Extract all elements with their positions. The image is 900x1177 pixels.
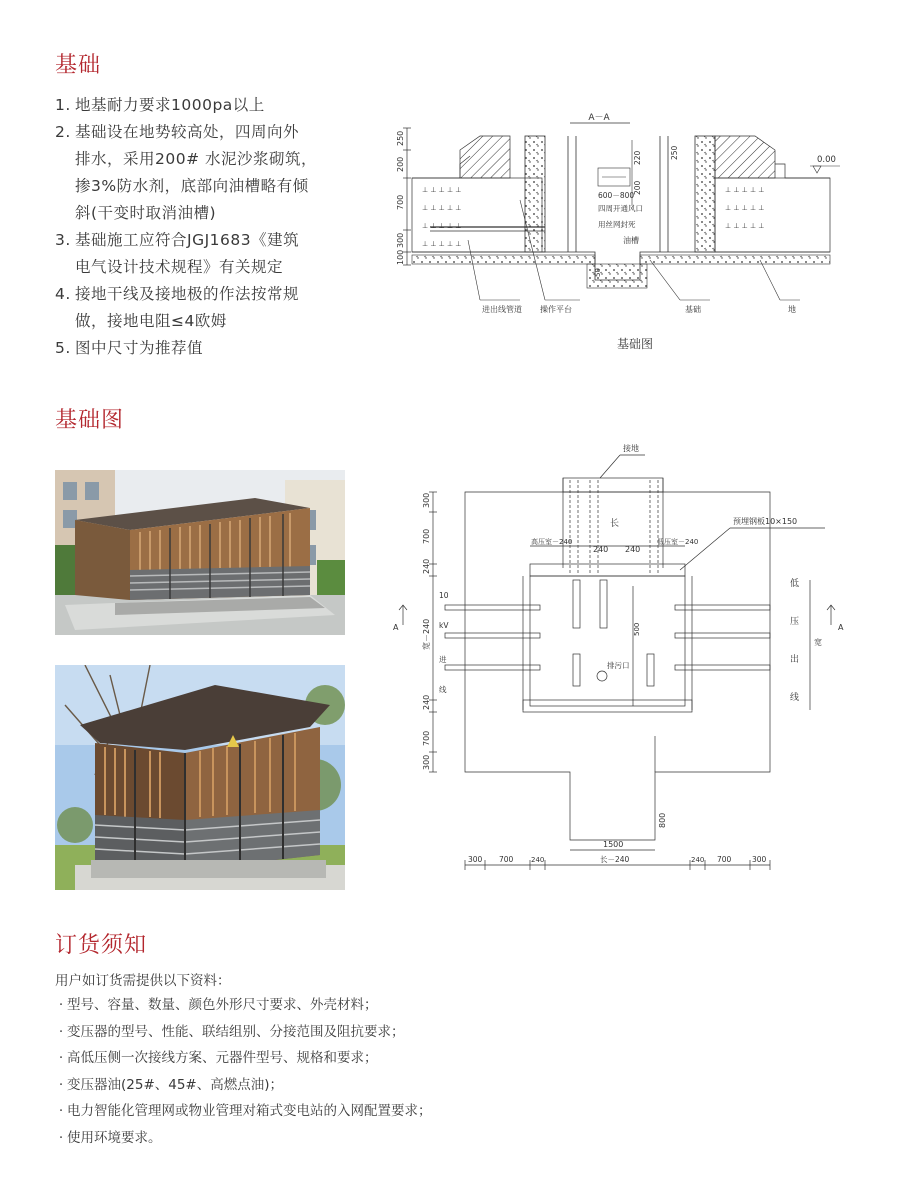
dim-label: 宽－240 [422,618,431,650]
list-item: · 变压器油(25#、45#、高燃点油)； [55,1072,432,1099]
list-item [55,119,340,227]
dim-label: 240 [625,545,641,554]
lv-side-label: 低 [790,579,800,589]
list-line: 基础设在地势较高处，四周向外 [75,123,300,141]
width-label: 宽 [814,638,822,647]
list-number: 5. [55,339,71,357]
list-line: 地基耐力要求1000pa以上 [75,96,265,114]
list-number: 1. [55,96,71,114]
dim-label: 1500 [603,840,624,849]
dim-label: 100 [396,249,405,265]
dim-label: 长－240 [600,855,630,864]
leader-label: 地 [788,305,796,314]
list-item [55,227,340,281]
list-line: 掺3%防水剂，底部向油槽略有倾 [75,177,309,195]
section-marker-left: A [393,623,399,632]
list-line: 电气设计技术规程》有关规定 [75,258,284,276]
dim-label: 240 [593,545,609,554]
list-line: 图中尺寸为推荐值 [75,339,204,357]
list-item: · 使用环境要求。 [55,1125,432,1152]
drawing-caption: 基础图 [616,337,654,351]
dim-label: 220 [633,150,642,165]
dim-label: 500 [633,622,641,636]
hv-side-label: 线 [439,685,447,694]
ground-label: 接地 [623,444,639,453]
hv-room-label: 高压室－240 [531,538,573,546]
dim-label: 700 [422,730,431,746]
svg-text:⊥ ⊥ ⊥ ⊥ ⊥: ⊥ ⊥ ⊥ ⊥ ⊥ [422,240,462,248]
lv-side-label: 出 [790,655,800,665]
foundation-plan-drawing [385,440,865,880]
list-line: 做，接地电阻≤4欧姆 [75,312,227,330]
note-label: 油槽 [623,236,639,245]
hv-side-label: 10 [439,591,449,600]
leader-label: 操作平台 [540,305,572,314]
dim-label: 300 [422,754,431,770]
lv-room-label: 低压室－240 [657,538,699,546]
hv-side-label: kV [439,621,449,630]
dim-label: 240 [422,694,431,710]
section-title-foundation: 基础 [55,53,102,78]
dim-label: 300 [468,855,483,864]
list-line: 斜(干变时取消油槽) [75,204,217,222]
list-item: · 型号、容量、数量、颜色外形尺寸要求、外壳材料； [55,992,432,1019]
list-text [75,335,340,362]
list-line: 基础施工应符合JGJ1683《建筑 [75,231,300,249]
list-item [55,92,340,119]
drain-label: 排污口 [607,661,630,670]
length-label: 长 [610,519,620,529]
section-title-diagram: 基础图 [55,408,125,433]
dim-label: 300 [422,492,431,508]
svg-text:⊥ ⊥ ⊥ ⊥ ⊥: ⊥ ⊥ ⊥ ⊥ ⊥ [725,204,765,212]
list-number: 3. [55,231,71,249]
list-text [75,92,340,119]
dim-label: 240 [531,856,545,864]
hv-side-label: 进 [439,655,447,664]
order-requirements-list [55,992,432,1151]
svg-text:⊥ ⊥ ⊥ ⊥ ⊥: ⊥ ⊥ ⊥ ⊥ ⊥ [422,204,462,212]
section-mark: A－A [588,113,610,123]
list-item [55,335,340,362]
list-line: 排水，采用200# 水泥沙浆砌筑， [75,150,317,168]
svg-text:⊥ ⊥ ⊥ ⊥ ⊥: ⊥ ⊥ ⊥ ⊥ ⊥ [725,222,765,230]
list-text [75,119,340,227]
dim-label: 50 [594,268,602,277]
dim-label: 240 [422,558,431,574]
dim-label: 200 [396,156,405,172]
steel-plate-label: 预埋钢板10×150 [733,517,798,526]
list-line: 接地干线及接地极的作法按常规 [75,285,300,303]
lv-side-label: 线 [790,693,800,703]
dim-label: 200 [633,180,642,195]
note-label: 四周开通风口 [598,204,643,213]
substation-photo-angle [55,665,345,890]
order-intro: 用户如订货需提供以下资料： [55,973,231,989]
list-item: · 变压器的型号、性能、联结组别、分接范围及阻抗要求； [55,1019,432,1046]
foundation-requirements-list [55,92,340,362]
list-number: 2. [55,123,71,141]
list-number: 4. [55,285,71,303]
dim-label: 300 [396,232,405,248]
substation-photo-front [55,470,345,635]
list-item: · 电力智能化管理网或物业管理对箱式变电站的入网配置要求； [55,1098,432,1125]
dim-label: 800 [658,812,667,828]
section-marker-right: A [838,623,844,632]
svg-text:⊥ ⊥ ⊥ ⊥ ⊥: ⊥ ⊥ ⊥ ⊥ ⊥ [725,186,765,194]
dim-label: 700 [499,855,514,864]
section-title-order: 订货须知 [55,933,148,958]
elevation-label: 0.00 [817,155,836,165]
foundation-section-drawing [380,100,860,365]
list-item [55,281,340,335]
dim-label: 700 [717,855,732,864]
list-item: · 高低压侧一次接线方案、元器件型号、规格和要求； [55,1045,432,1072]
dim-label: 700 [396,194,405,210]
svg-text:⊥ ⊥ ⊥ ⊥ ⊥: ⊥ ⊥ ⊥ ⊥ ⊥ [422,186,462,194]
note-label: 用丝网封死 [598,220,636,229]
range-label: 600－800 [598,191,635,200]
dim-label: 250 [670,145,679,160]
dim-label: 700 [422,528,431,544]
svg-text:⊥ ⊥ ⊥ ⊥ ⊥: ⊥ ⊥ ⊥ ⊥ ⊥ [422,222,462,230]
dim-label: 300 [752,855,767,864]
list-text [75,281,340,335]
lv-side-label: 压 [790,617,800,627]
leader-label: 基础 [685,305,701,314]
dim-label: 250 [396,130,405,146]
leader-label: 进出线管道 [482,305,522,314]
list-text [75,227,340,281]
dim-label: 240 [691,856,705,864]
